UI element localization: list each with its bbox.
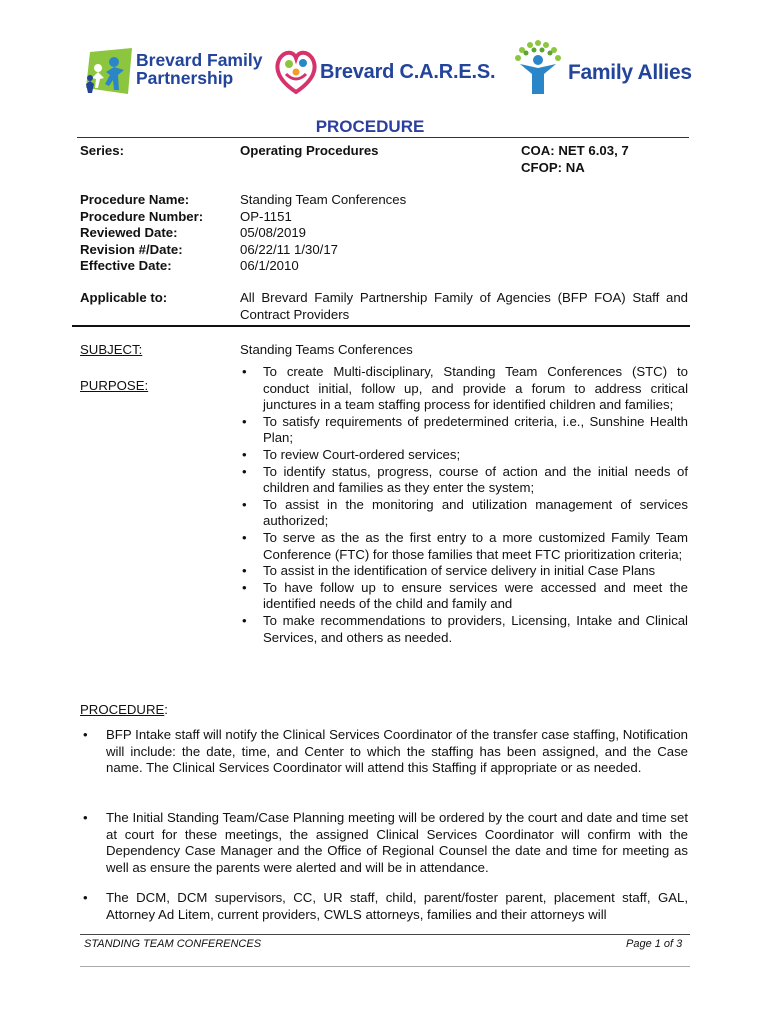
- procedure-number-label: Procedure Number:: [80, 208, 204, 224]
- footer-bottom-divider: [80, 966, 690, 967]
- effective-date-value: 06/1/2010: [240, 258, 299, 273]
- bullet-icon: •: [83, 890, 88, 905]
- revision-date-label: Revision #/Date:: [80, 241, 183, 257]
- reviewed-date-value: 05/08/2019: [240, 225, 307, 240]
- bullet-icon: •: [242, 496, 247, 512]
- procedure-number-value: OP-1151: [240, 208, 292, 224]
- bullet-icon: •: [242, 364, 247, 379]
- cfop-value: CFOP: NA: [521, 160, 585, 175]
- family-figures-icon: [84, 48, 134, 98]
- reviewed-date-label: Reviewed Date:: [80, 225, 178, 240]
- family-allies-logo: [512, 40, 694, 102]
- brevard-cares-logo: [274, 40, 494, 102]
- purpose-item: • To make recommendations to providers, Licensing, Intake and Clinical Services, and others as needed.: [242, 612, 688, 645]
- tree-family-icon: [512, 40, 564, 98]
- revision-date-value: 06/22/11 1/30/17: [240, 241, 339, 257]
- procedure-name-value: Standing Team Conferences: [240, 192, 407, 207]
- purpose-item: • To review Court-ordered services;: [242, 446, 461, 462]
- brevard-family-partnership-logo: [84, 40, 274, 102]
- family-allies-logo-text: Family Allies: [568, 61, 692, 84]
- procedure-list: [80, 810, 688, 876]
- purpose-item: • To identify status, progress, course of action and the initial needs of children and families as they enter the system;: [242, 463, 688, 496]
- title-divider: [77, 137, 689, 138]
- series-value: Operating Procedures: [240, 143, 379, 158]
- bullet-icon: •: [242, 579, 247, 595]
- procedure-item: • The DCM, DCM supervisors, CC, UR staff, child, parent/foster parent, placement staff, GAL, Attorney Ad Litem, current providers, CWLS attorneys, families and their attorneys will: [83, 890, 688, 922]
- purpose-item: • To create Multi-disciplinary, Standing Team Conferences (STC) to conduct initial, follow up, and provide a forum to address critical junctures in a team staffing process for identified children and families;: [242, 364, 688, 413]
- bullet-icon: •: [242, 463, 247, 479]
- procedure-item: • The Initial Standing Team/Case Planning meeting will be ordered by the court and date and time set at court for these meetings, the assigned Clinical Services Coordinator will confirm with the Dependency Case Manager and the Office of Regional Counsel the date and time for meeting as well as ensure the parents were alerted and will be in attendance.: [83, 810, 688, 875]
- page-number: Page 1 of 3: [626, 938, 683, 950]
- subject-label: SUBJECT:: [80, 342, 143, 357]
- procedure-list: [80, 727, 688, 777]
- purpose-item: • To have follow up to ensure services were accessed and meet the identified needs of the child and family and: [242, 579, 688, 612]
- bullet-icon: •: [242, 529, 247, 545]
- procedure-heading: PROCEDURE:: [80, 702, 168, 717]
- heart-family-icon: [274, 46, 318, 96]
- procedure-list: [80, 890, 688, 923]
- subject-value: Standing Teams Conferences: [240, 342, 413, 357]
- coa-value: COA: NET 6.03, 7: [521, 143, 629, 158]
- applicable-value: All Brevard Family Partnership Family of Agencies (BFP FOA) Staff and Contract Providers: [240, 290, 688, 322]
- header-logos: [84, 40, 694, 102]
- purpose-item: • To assist in the monitoring and utilization management of services authorized;: [242, 496, 688, 529]
- bullet-icon: •: [242, 612, 247, 628]
- purpose-item: • To serve as the as the first entry to a more customized Family Team Conference (FTC) for those families that meet FTC prioritization criteria;: [242, 529, 688, 562]
- bullet-icon: •: [242, 413, 247, 429]
- procedure-item: • BFP Intake staff will notify the Clinical Services Coordinator of the transfer case staffing, Notification will include: the date, time, and Center to which the staffing has been assigned, and the Case name. The Clinical Services Coordinator will attend this Staffing if appropriate or as needed.: [83, 727, 688, 775]
- bullet-icon: •: [83, 810, 88, 825]
- bullet-icon: •: [242, 446, 247, 462]
- series-label: Series:: [80, 143, 124, 158]
- applicable-label: Applicable to:: [80, 290, 168, 305]
- footer-title: STANDING TEAM CONFERENCES: [84, 938, 262, 950]
- procedure-name-label: Procedure Name:: [80, 192, 190, 207]
- footer-divider: [80, 934, 690, 935]
- meta-divider: [72, 325, 690, 327]
- bullet-icon: •: [83, 727, 88, 742]
- purpose-item: • To assist in the identification of service delivery in initial Case Plans: [242, 563, 656, 579]
- bfp-logo-line2: Partnership: [136, 68, 234, 88]
- bfp-logo-line1: Brevard Family: [136, 50, 263, 70]
- bullet-icon: •: [242, 563, 247, 579]
- purpose-list: [240, 364, 688, 646]
- page-title: PROCEDURE: [315, 117, 425, 136]
- effective-date-label: Effective Date:: [80, 258, 172, 273]
- purpose-label: PURPOSE:: [80, 378, 149, 393]
- cares-logo-text: Brevard C.A.R.E.S.: [320, 61, 496, 83]
- purpose-item: • To satisfy requirements of predetermined criteria, i.e., Sunshine Health Plan;: [242, 413, 688, 446]
